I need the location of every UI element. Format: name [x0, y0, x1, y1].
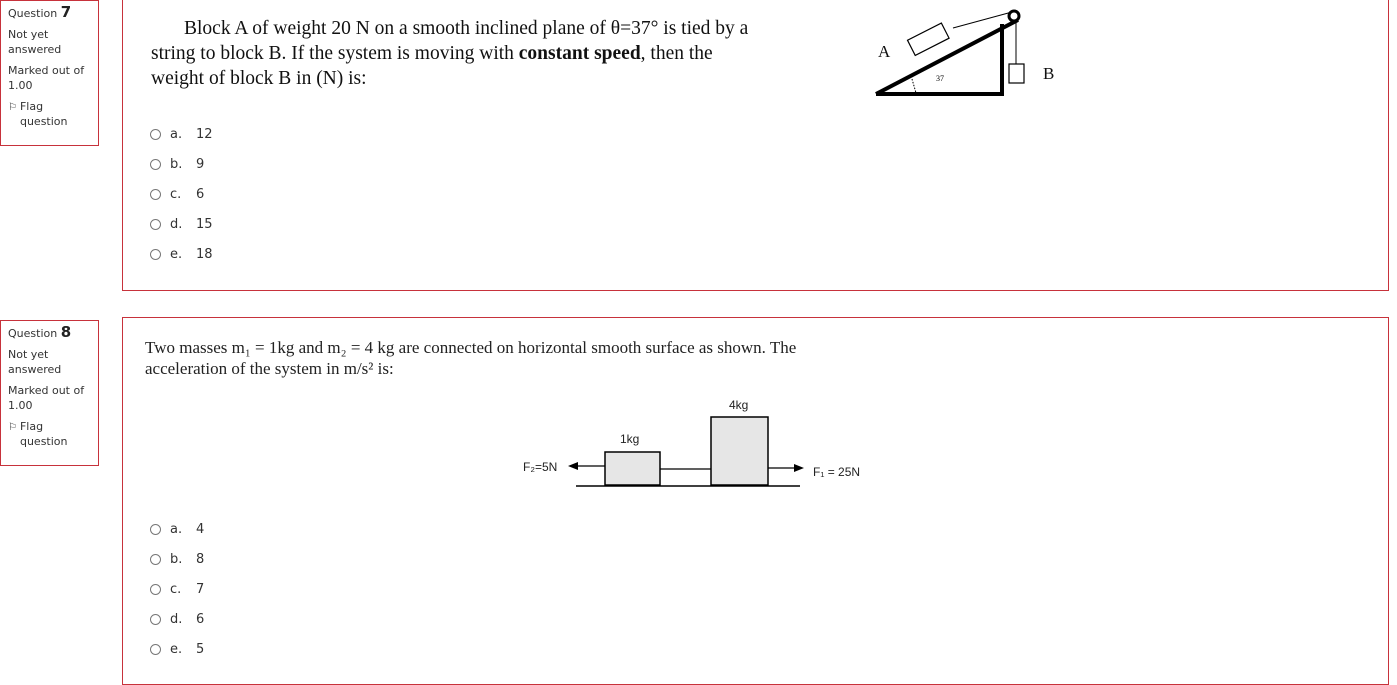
question-label: Question: [8, 327, 58, 340]
answer-options: [150, 514, 204, 664]
answer-option-a[interactable]: [150, 514, 204, 544]
angle-mark: [912, 79, 916, 93]
radio-button[interactable]: [150, 219, 161, 230]
mass2-block: [711, 417, 768, 485]
option-value: 7: [196, 581, 205, 597]
label-angle: 37: [936, 74, 944, 83]
text-part: string to block B. If the system is moving with: [151, 43, 519, 64]
option-letter: b.: [170, 551, 183, 567]
option-value: 6: [196, 186, 205, 202]
question-info-8: [0, 320, 99, 466]
option-value: 4: [196, 521, 205, 537]
question-state: Not yet answered: [8, 28, 62, 56]
option-letter: c.: [170, 581, 182, 597]
question-text-line2: [151, 41, 851, 66]
radio-button[interactable]: [150, 584, 161, 595]
option-letter: a.: [170, 521, 183, 537]
option-letter: e.: [170, 641, 183, 657]
radio-button[interactable]: [150, 129, 161, 140]
label-b: B: [1043, 64, 1055, 83]
option-value: 18: [196, 246, 213, 262]
label-mass1: 1kg: [620, 432, 640, 446]
radio-button[interactable]: [150, 159, 161, 170]
option-value: 8: [196, 551, 205, 567]
question-text: [151, 16, 851, 91]
option-value: 5: [196, 641, 205, 657]
force-f2-arrowhead: [568, 462, 578, 470]
pulley: [1009, 11, 1019, 21]
question-number: [8, 5, 98, 21]
question-text-line1: Block A of weight 20 N on a smooth inclined plane of θ=37° is tied by a: [184, 18, 749, 39]
question-text-line3: weight of block B in (N) is:: [151, 68, 367, 89]
answer-option-d[interactable]: [150, 604, 204, 634]
question-info-7: [0, 0, 99, 146]
option-letter: a.: [170, 126, 183, 142]
answer-option-e[interactable]: [150, 239, 213, 269]
option-letter: d.: [170, 611, 183, 627]
answer-option-b[interactable]: [150, 544, 204, 574]
question-grade: Marked out of 1.00: [8, 384, 85, 412]
option-letter: c.: [170, 186, 182, 202]
option-value: 15: [196, 216, 213, 232]
answer-option-c[interactable]: [150, 179, 213, 209]
flag-icon: ⚐: [8, 102, 17, 113]
question-number-value: 7: [60, 3, 72, 21]
question-number-value: 8: [60, 323, 72, 341]
block-a: [908, 23, 950, 55]
question-text-line2: acceleration of the system in m/s² is:: [145, 359, 394, 378]
flag-question-button[interactable]: [8, 419, 98, 449]
block-b: [1009, 64, 1024, 83]
question-text: [145, 337, 905, 379]
radio-button[interactable]: [150, 554, 161, 565]
question-grade: Marked out of 1.00: [8, 64, 85, 92]
question-label: Question: [8, 7, 58, 20]
label-mass2: 4kg: [729, 398, 749, 412]
question-content-7: [122, 0, 1389, 291]
radio-button[interactable]: [150, 614, 161, 625]
question-text-line1: Two masses m₁ = 1kg and m₂ = 4 kg are connected on horizontal smooth surface as shown. The: [145, 338, 797, 357]
answer-option-a[interactable]: [150, 119, 213, 149]
answer-options: [150, 119, 213, 269]
radio-button[interactable]: [150, 644, 161, 655]
text-part: , then the: [640, 43, 713, 64]
label-f1: F₁ = 25N: [813, 465, 861, 479]
option-value: 12: [196, 126, 213, 142]
force-f1-arrowhead: [794, 464, 804, 472]
flag-question-button[interactable]: [8, 99, 98, 129]
incline-surface: [876, 20, 1018, 94]
inclined-plane-figure: [868, 6, 1068, 98]
answer-option-c[interactable]: [150, 574, 204, 604]
flag-label: Flag question: [19, 100, 68, 128]
label-a: A: [878, 42, 891, 61]
question-number: [8, 325, 98, 341]
option-letter: e.: [170, 246, 183, 262]
text-bold: constant speed: [518, 43, 641, 64]
option-letter: d.: [170, 216, 183, 232]
answer-option-d[interactable]: [150, 209, 213, 239]
mass1-block: [605, 452, 660, 485]
option-letter: b.: [170, 156, 183, 172]
flag-icon: ⚐: [8, 422, 17, 433]
radio-button[interactable]: [150, 189, 161, 200]
option-value: 9: [196, 156, 205, 172]
flag-label: Flag question: [19, 420, 68, 448]
question-state: Not yet answered: [8, 348, 62, 376]
radio-button[interactable]: [150, 524, 161, 535]
question-content-8: [122, 317, 1389, 685]
answer-option-e[interactable]: [150, 634, 204, 664]
answer-option-b[interactable]: [150, 149, 213, 179]
label-f2: F₂=5N: [523, 460, 558, 474]
radio-button[interactable]: [150, 249, 161, 260]
option-value: 6: [196, 611, 205, 627]
